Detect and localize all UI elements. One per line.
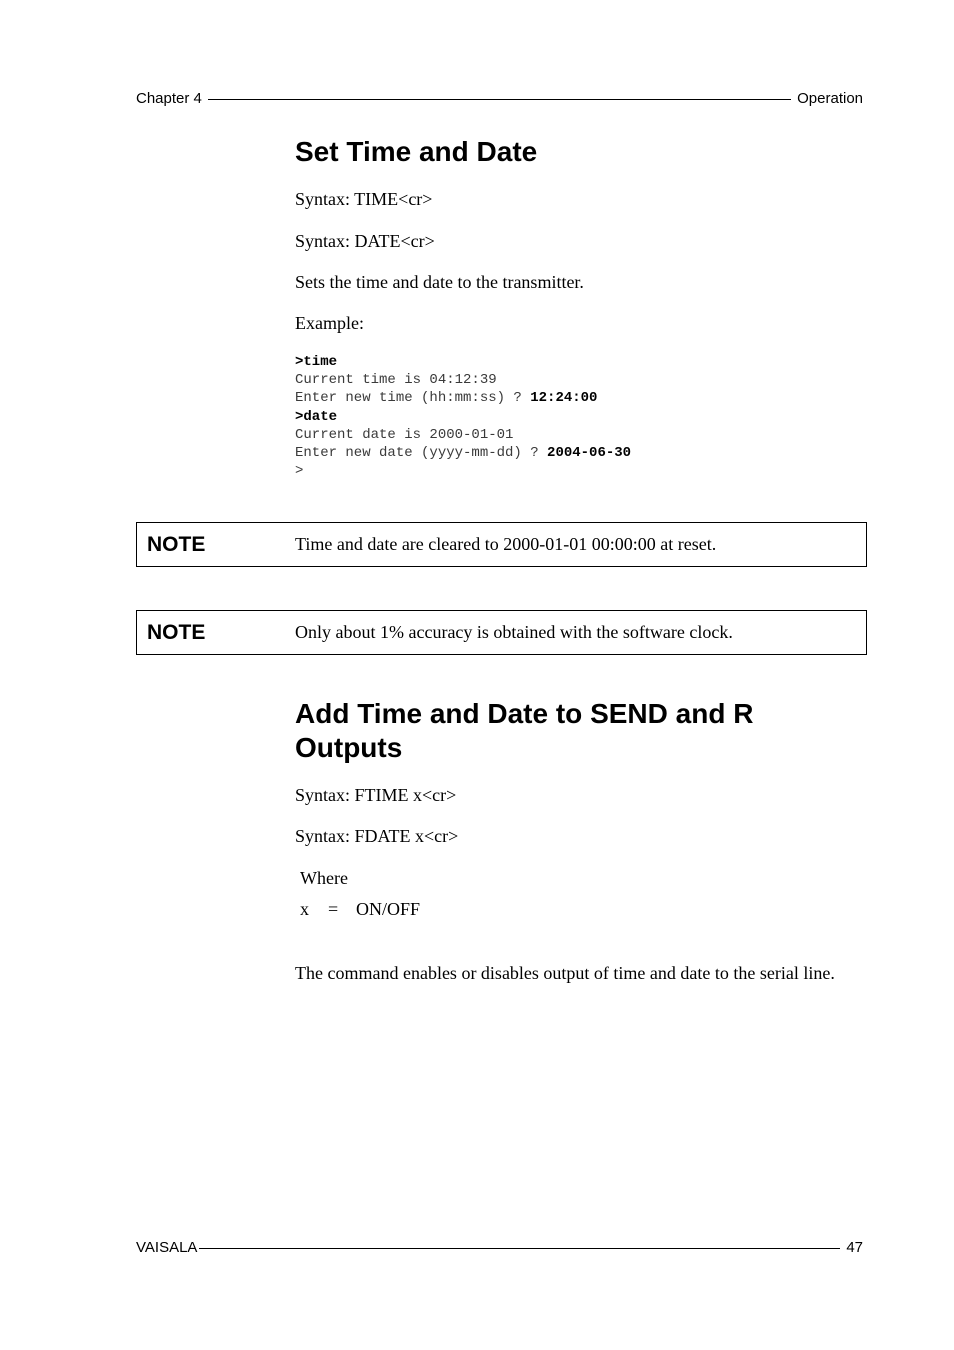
syntax-time: Syntax: TIME<cr> — [295, 189, 433, 209]
note-label: NOTE — [147, 533, 206, 556]
note-box — [136, 610, 867, 655]
syntax-fdate: Syntax: FDATE x<cr> — [295, 826, 459, 846]
syntax-ftime: Syntax: FTIME x<cr> — [295, 785, 457, 805]
header-section: Operation — [797, 90, 863, 107]
section-title — [295, 697, 855, 765]
parameter-definition — [300, 898, 420, 920]
where-label: Where — [300, 868, 348, 888]
code-line: > — [295, 463, 304, 480]
description: Sets the time and date to the transmitter. — [295, 272, 584, 292]
section-set-time-date — [295, 135, 855, 169]
code-line: Enter new time (hh:mm:ss) ? — [295, 390, 531, 407]
note-text: Time and date are cleared to 2000-01-01 00:00:00 at reset. — [295, 534, 717, 554]
section-add-time-date — [295, 697, 855, 765]
param-equals: = — [328, 899, 339, 919]
code-line: >time — [295, 354, 338, 370]
page-footer — [136, 1239, 863, 1256]
command-description: The command enables or disables output of time and date to the serial line. — [295, 963, 835, 983]
code-line: Current date is 2000-01-01 — [295, 426, 514, 443]
header-rule — [208, 99, 791, 100]
syntax-date: Syntax: DATE<cr> — [295, 231, 435, 251]
example-label: Example: — [295, 313, 364, 333]
footer-rule — [199, 1248, 840, 1249]
code-input: 2004-06-30 — [547, 445, 632, 462]
section-title-line: Add Time and Date to SEND and R — [295, 698, 754, 729]
param-name: x — [300, 899, 309, 919]
header-chapter: Chapter 4 — [136, 90, 202, 107]
page-header — [136, 90, 863, 107]
param-value: ON/OFF — [356, 899, 421, 919]
footer-company: VAISALA — [136, 1239, 198, 1256]
code-line: Current time is 04:12:39 — [295, 372, 497, 389]
code-input: 12:24:00 — [530, 390, 598, 407]
note-label: NOTE — [147, 621, 206, 644]
code-example — [295, 353, 631, 480]
section-title-line: Outputs — [295, 732, 403, 763]
note-box — [136, 522, 867, 567]
note-text: Only about 1% accuracy is obtained with the software clock. — [295, 622, 733, 642]
section-title: Set Time and Date — [295, 136, 538, 167]
code-line: >date — [295, 408, 338, 425]
code-line: Enter new date (yyyy-mm-dd) ? — [295, 445, 548, 462]
page-number: 47 — [846, 1239, 863, 1256]
